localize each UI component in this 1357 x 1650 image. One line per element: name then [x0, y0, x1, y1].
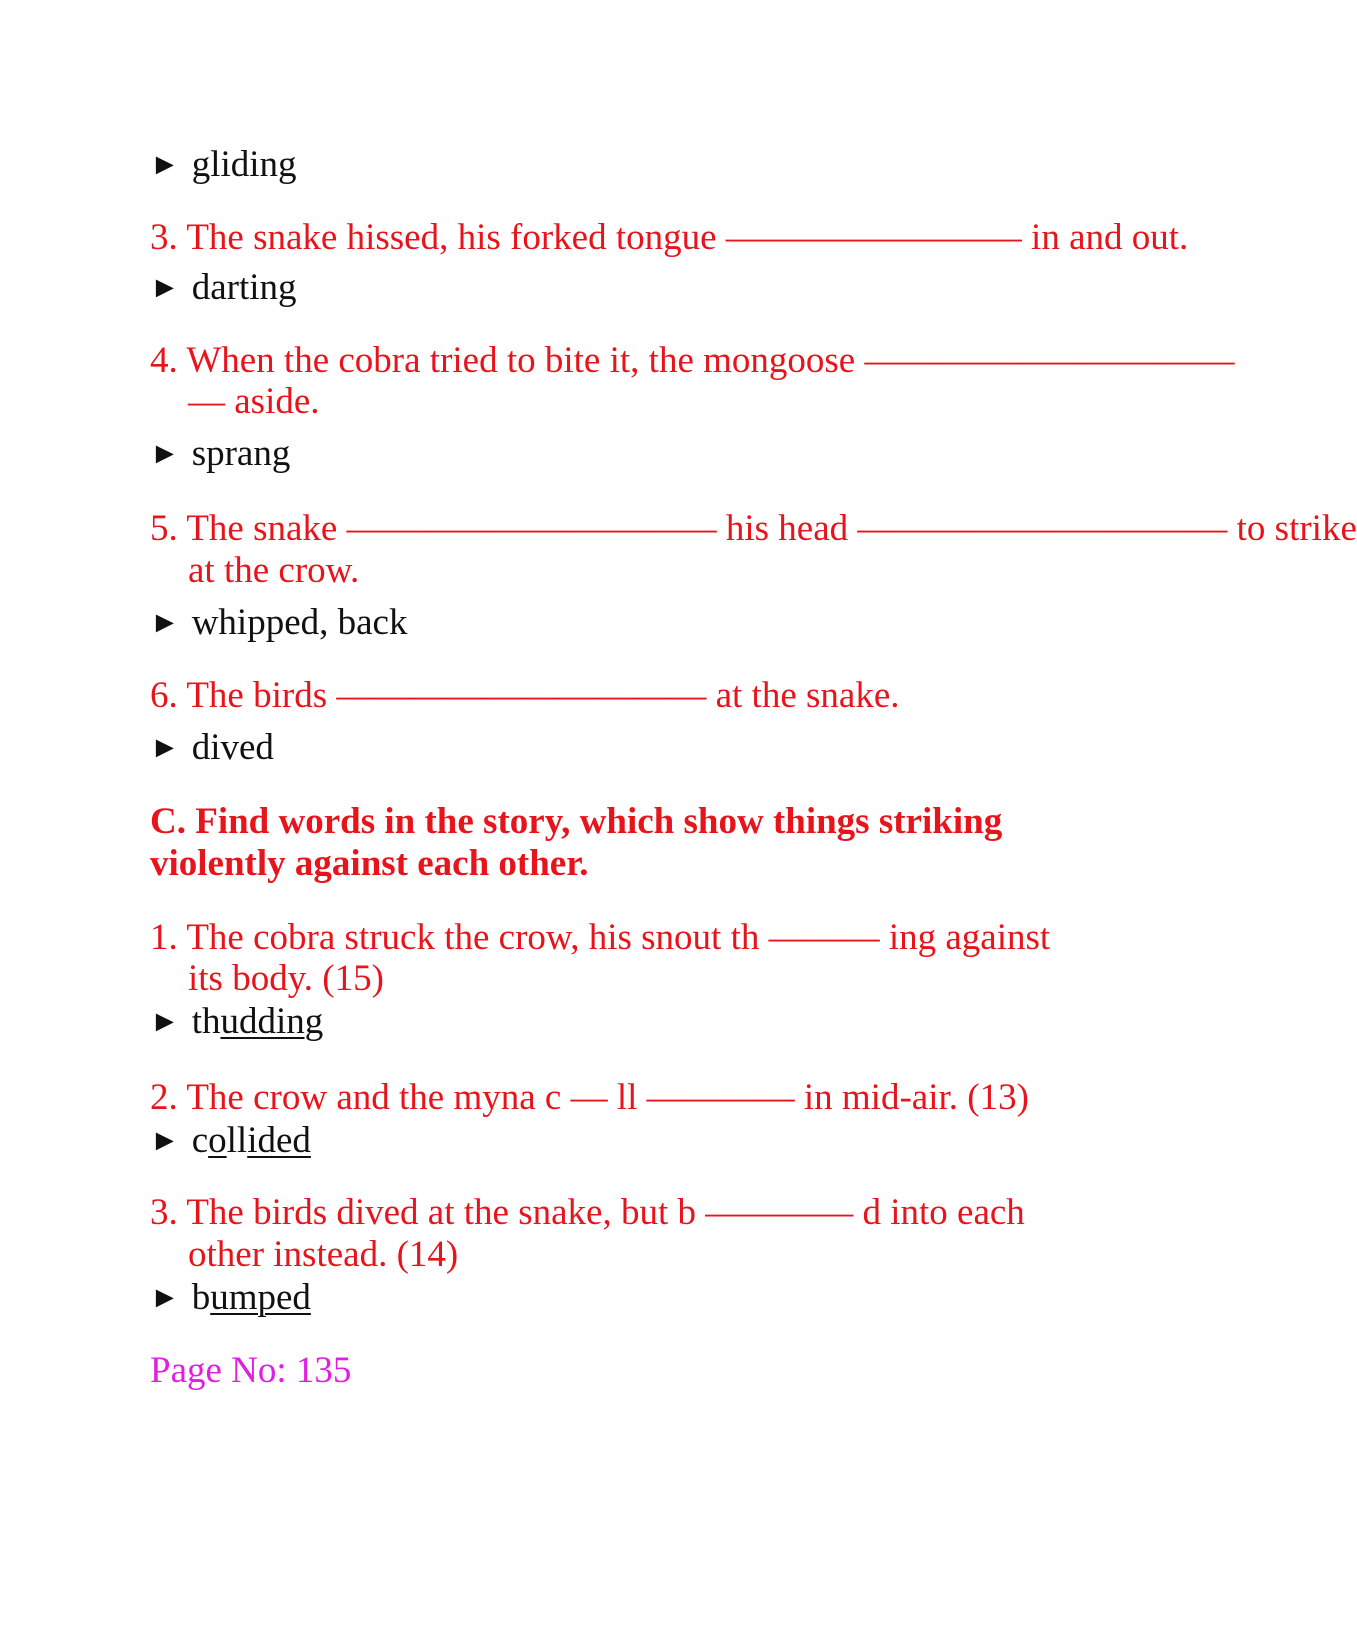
question-c1: 1. The cobra struck the crow, his snout th ——— ing against	[150, 917, 1051, 958]
question-b6: 6. The birds —————————— at the snake.	[150, 675, 900, 716]
answer-blank: ——————————	[346, 508, 717, 549]
answer-c1: ► thudding	[150, 1001, 324, 1042]
section-c-heading-line2: violently against each other.	[150, 843, 589, 884]
question-c2: 2. The crow and the myna c — ll ———— in mid-air. (13)	[150, 1077, 1029, 1118]
answer-underlined: udding	[220, 1001, 324, 1042]
answer-c3: ► bumped	[150, 1277, 311, 1318]
answer-b3: ► darting	[150, 267, 297, 308]
answer-b6: ► dived	[150, 727, 274, 768]
answer-b5: ► whipped, back	[150, 602, 408, 643]
answer-marker-icon: ►	[150, 731, 180, 764]
answer-underlined: umped	[210, 1277, 311, 1318]
question-b4-line2: — aside.	[188, 381, 320, 422]
question-c3-line2: other instead. (14)	[188, 1234, 459, 1275]
answer-c2: ► collided	[150, 1120, 311, 1161]
answer-marker-icon: ►	[150, 1124, 180, 1157]
answer-marker-icon: ►	[150, 271, 180, 304]
question-b5-line2: at the crow.	[188, 550, 360, 591]
answer-blank: ——————————	[857, 508, 1228, 549]
question-b4: 4. When the cobra tried to bite it, the mongoose ——————————	[150, 340, 1235, 381]
answer-blank: ——————————	[336, 675, 707, 716]
answer-marker-icon: ►	[150, 1005, 180, 1038]
answer-blank: ——————————	[864, 340, 1235, 381]
answer-marker-icon: ►	[150, 148, 180, 181]
answer-marker-icon: ►	[150, 437, 180, 470]
answer-marker-icon: ►	[150, 1281, 180, 1314]
question-b3: 3. The snake hissed, his forked tongue ———————— in and out.	[150, 217, 1189, 258]
question-b5: 5. The snake —————————— his head —————————— to strike	[150, 508, 1357, 549]
answer-b4: ► sprang	[150, 433, 291, 474]
question-c1-line2: its body. (15)	[188, 958, 384, 999]
answer-underlined: o	[208, 1120, 227, 1161]
answer-blank: ————————	[725, 217, 1022, 258]
question-c3: 3. The birds dived at the snake, but b ———— d into each	[150, 1192, 1025, 1233]
page-number: Page No: 135	[150, 1350, 352, 1391]
answer-gliding: ► gliding	[150, 144, 297, 185]
answer-marker-icon: ►	[150, 606, 180, 639]
section-c-heading: C. Find words in the story, which show things striking	[150, 801, 1003, 842]
answer-underlined: ided	[247, 1120, 311, 1161]
